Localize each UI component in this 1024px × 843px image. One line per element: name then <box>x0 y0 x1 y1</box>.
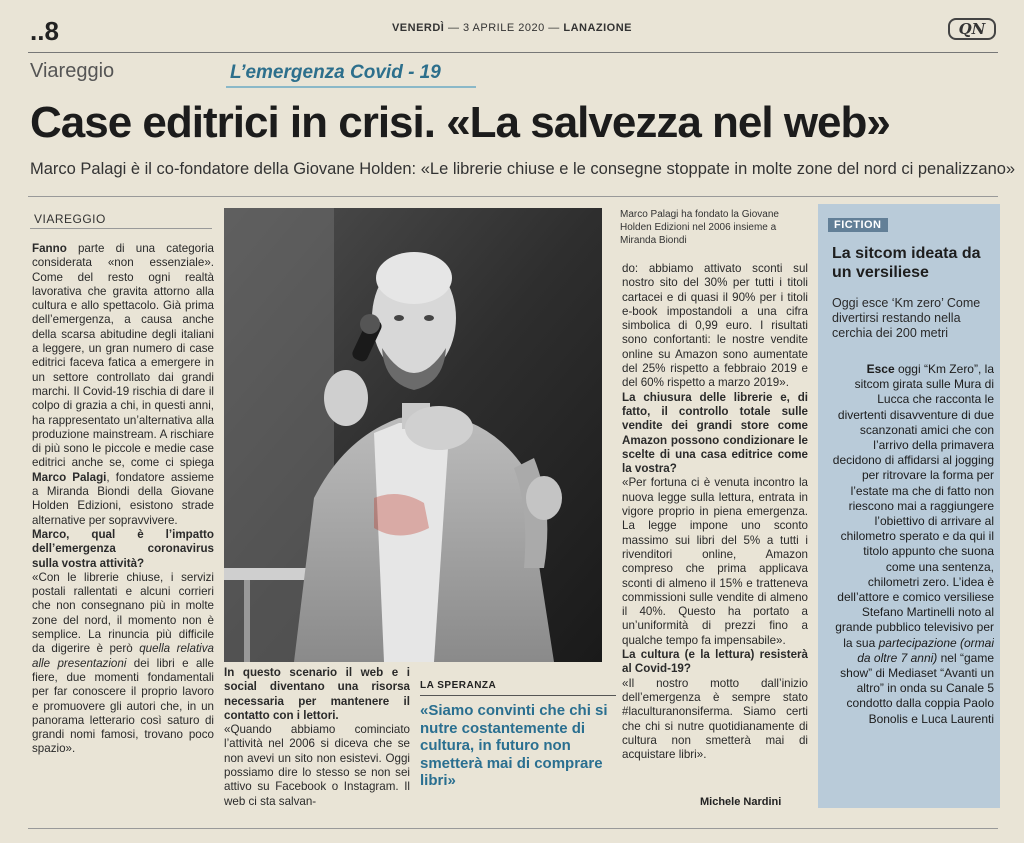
headline: Case editrici in crisi. «La salvezza nel web» <box>30 98 890 147</box>
topic-underline <box>226 86 476 88</box>
topic-label: L’emergenza Covid - 19 <box>230 62 441 83</box>
page-number: ..8 <box>30 16 59 46</box>
headline-divider <box>28 196 998 197</box>
dateline: VIAREGGIO <box>34 212 106 226</box>
col2-text: «Quando abbiamo cominciato l’attività nel 2006 si diceva che se non avevi un sito non esistevi. Oggi possiamo dire lo stesso se non sei attivo su Facebook o Instagram. Il web ci sta salvan- <box>224 723 410 808</box>
col3-question-2 <box>622 648 808 677</box>
sidebar-lead-word: Esce <box>866 362 895 376</box>
sidebar-text-italic: partecipazione (ormai da oltre 7 anni) <box>857 635 994 665</box>
subhead: Marco Palagi è il co-fondatore della Giovane Holden: «Le librerie chiuse e le consegne stoppate in molte zone del nord ci penalizzano» <box>30 160 1016 178</box>
dateline-divider <box>30 228 212 229</box>
col2-question <box>224 666 410 723</box>
col3-text-3: «Il nostro motto dall’inizio dell’emergenza è sempre stato #laculturanonsiferma. Siamo certi che chi si nutre quotidianamente di cultura non smetterà mai di acquistare libri». <box>622 676 808 762</box>
question-3: La chiusura delle librerie e, di fatto, il controllo totale sulle vendite dei grandi store come Amazon possono condizionare le scelte di una casa editrice come la vostra? <box>622 390 808 476</box>
col3-text-2: «Per fortuna ci è venuta incontro la nuova legge sulla lettura, entrata in vigore proprio in piena emergenza. La legge impone uno sconto massimo sui libri del 5% a tutti i rivenditori online, Amazon compreso che prima applicava sconti di almeno il 15% e tratteneva commissioni sulle vendite di almeno il 40%. Questo ha portato a un’uniformità di prezzi fino a qualche tempo fa impensabile». <box>622 476 808 647</box>
col3-question-1 <box>622 391 808 477</box>
col1-question <box>32 528 214 571</box>
qn-logo: QN <box>948 18 996 40</box>
article-photo <box>224 208 602 662</box>
article-column-3 <box>622 262 808 802</box>
question-4: La cultura (e la lettura) resisterà al Covid-19? <box>622 648 808 676</box>
lead-word: Fanno <box>32 242 67 255</box>
col1-text-2: «Con le librerie chiuse, i servizi postali rallentati e alcuni corrieri che non consegnano più in molte zone del nord, il momento non è semplice. La rinuncia più difficile da digerire è però <box>32 570 214 656</box>
masthead-date: — 3 APRILE 2020 — <box>447 22 560 34</box>
sidebar-title: La sitcom ideata da un versiliese <box>832 245 981 281</box>
sidebar-subtitle: Oggi esce ‘Km zero’ Come divertirsi restando nella cerchia dei 200 metri <box>832 296 981 340</box>
pull-quote-label: LA SPERANZA <box>420 680 497 691</box>
question-2: In questo scenario il web e i social diventano una risorsa necessaria per mantenere il contatto con i lettori. <box>224 666 410 722</box>
sidebar-text-2: nel “game show” di Mediaset “Avanti un altro” in onda su Canale 5 condotto dalla coppia Paolo Bonolis e Luca Laurenti <box>840 650 994 726</box>
photo-illustration <box>224 208 602 662</box>
article-column-1 <box>32 242 214 802</box>
col1-text-1b: , fondatore assieme a Miranda Biondi della Giovane Holden Edizioni, esistono strade alternative per sopravvivere. <box>32 470 214 527</box>
col3-text-1: do: abbiamo attivato sconti sul nostro sito del 30% per tutti i titoli cartacei e di quasi il 90% per i titoli e-book impostandoli a una cifra simbolica di 0,99 euro. I risultati sono confortanti: le nostre vendite online su Amazon sono aumentate del 25% rispetto a febbraio 2019 e del 60% rispetto a marzo 2019». <box>622 262 808 390</box>
col1-paragraph-2 <box>32 571 214 757</box>
col1-paragraph-1 <box>32 242 214 528</box>
col1-text-1: parte di una categoria considerata «non essenziale». Come del resto ogni realtà lavorativa che gravita attorno alla cultura e allo spettacolo. Già prima dell’emergenza, a causa anche della scarsa abitudine degli italiani a leggere, un gran numero di case editrici faceva fatica a emergere in un settore controllato dai grandi marchi. Il Covid-19 rischia di dare il colpo di grazia a chi, in questi anni, ha rappresentato un’alternativa alla produzione mainstream. A rischiare di più sono le piccole e medie case editrici anche se, come ci spiega <box>32 242 214 470</box>
masthead-day: VENERDÌ <box>391 22 445 34</box>
pull-quote-divider <box>420 695 616 696</box>
masthead <box>0 22 1024 34</box>
sidebar-text-1: oggi “Km Zero”, la sitcom girata sulle Mura di Lucca che racconta le divertenti disavventure di due scanzonati amici che con l’arrivo della primavera decidono di affidarsi al jogging per ritrovare la forma per l’estate ma che di fatto non riescono mai a raggiungere l’obiettivo di arrivare al chilometro sperato e da qui il titolo appunto che suona come una sentenza, chilometri zero. L’idea è dell’attore e comico versiliese Stefano Martinelli noto al grande pubblico televisivo per la sua <box>832 362 994 650</box>
top-divider <box>28 52 998 53</box>
interviewee-name: Marco Palagi <box>32 470 107 484</box>
pull-quote-box <box>420 680 620 790</box>
masthead-paper: LANAZIONE <box>563 22 633 34</box>
photo-caption: Marco Palagi ha fondato la Giovane Holden Edizioni nel 2006 insieme a Miranda Biondi <box>620 209 779 246</box>
author-signature: Michele Nardini <box>700 796 782 808</box>
sidebar-body <box>832 362 994 802</box>
sidebar-tag: FICTION <box>828 218 888 232</box>
section-label: Viareggio <box>30 60 115 82</box>
article-column-2 <box>224 666 410 816</box>
col1-text-2-italic: quella relativa alle presentazioni <box>32 642 214 670</box>
pull-quote: «Siamo convinti che chi si nutre costantemente di cultura, in futuro non smetterà mai di comprare libri» <box>420 702 608 789</box>
question-1: Marco, qual è l’impatto dell’emergenza coronavirus sulla vostra attività? <box>32 527 214 570</box>
bottom-divider <box>28 828 998 829</box>
col1-text-2b: dei libri e alle fiere, due momenti fondamentali per far conoscere il proprio lavoro e promuovere gli autori che, in un panorama letterario così saturo di grandi nomi famosi, trovano poco spazio». <box>32 656 214 756</box>
